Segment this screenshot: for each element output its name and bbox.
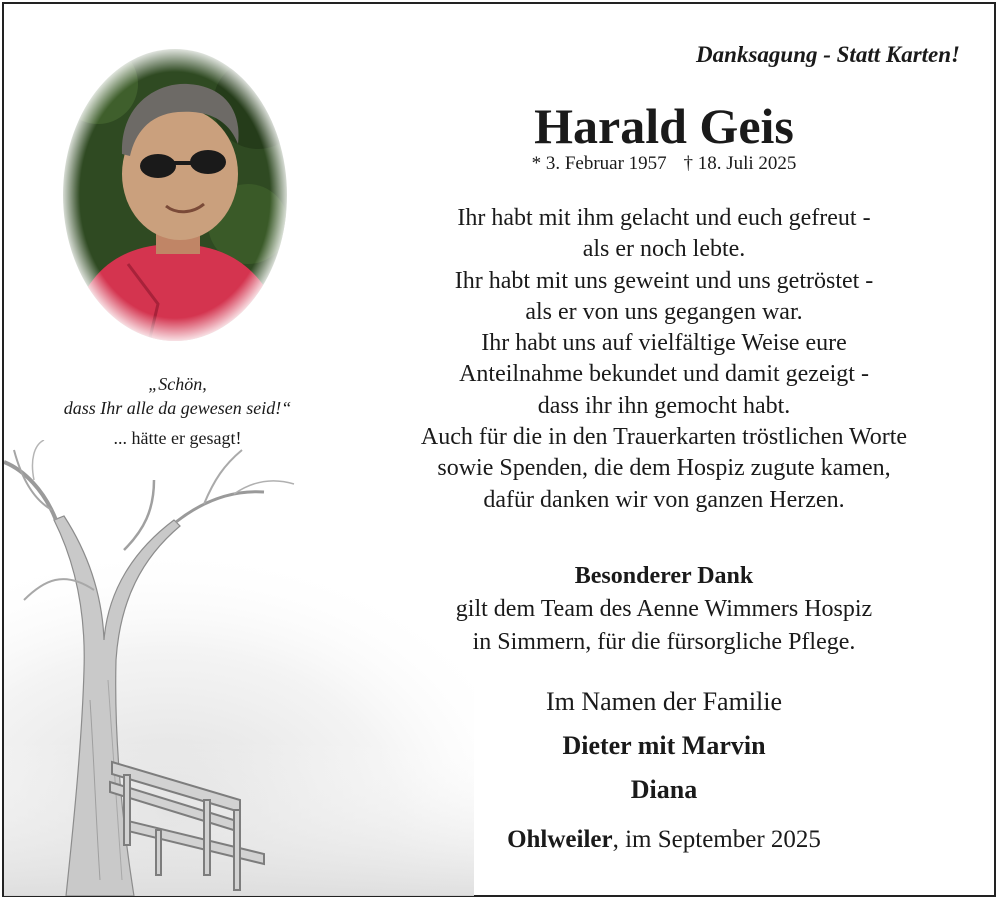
family-signature bbox=[368, 680, 960, 812]
poem-line: Ihr habt uns auf vielfältige Weise eure bbox=[481, 330, 847, 357]
special-thanks-heading: Besonderer Dank bbox=[574, 563, 754, 589]
family-intro: Im Namen der Familie bbox=[545, 687, 783, 716]
poem-line: dass ihr ihn gemocht habt. bbox=[537, 392, 791, 419]
poem-line: sowie Spenden, die dem Hospiz zugute kamen, bbox=[437, 455, 891, 482]
special-thanks-line-1: gilt dem Team des Aenne Wimmers Hospiz bbox=[455, 596, 873, 622]
birth-date: * 3. Februar 1957 bbox=[531, 153, 667, 174]
poem-line: Ihr habt mit ihm gelacht und euch gefreut - bbox=[457, 205, 871, 231]
poem-line: Auch für die in den Trauerkarten tröstlichen Worte bbox=[420, 424, 908, 451]
deceased-name: Harald Geis bbox=[534, 98, 794, 154]
place-month: , im September 2025 bbox=[612, 826, 821, 853]
family-name-2: Diana bbox=[630, 775, 698, 804]
quote-line-3: ... hätte er gesagt! bbox=[113, 428, 242, 448]
poem-line: Ihr habt mit uns geweint und uns getröstet - bbox=[454, 267, 874, 294]
quote-block bbox=[20, 372, 335, 450]
special-thanks bbox=[368, 560, 960, 659]
place-town: Ohlweiler bbox=[507, 826, 613, 853]
poem-line: dafür danken wir von ganzen Herzen. bbox=[483, 486, 845, 513]
quote-line-1: „Schön, bbox=[148, 374, 207, 394]
life-dates bbox=[368, 153, 960, 175]
poem-line: Anteilnahme bekundet und damit gezeigt - bbox=[459, 361, 869, 388]
quote-line-2: dass Ihr alle da gewesen seid!“ bbox=[63, 398, 292, 418]
death-date: † 18. Juli 2025 bbox=[683, 153, 797, 174]
poem-line: als er noch lebte. bbox=[582, 236, 746, 263]
portrait-photo bbox=[58, 44, 292, 346]
family-name-1: Dieter mit Marvin bbox=[562, 731, 766, 760]
poem bbox=[368, 203, 960, 516]
special-thanks-line-2: in Simmern, für die fürsorgliche Pflege. bbox=[472, 629, 856, 655]
place-date bbox=[368, 826, 960, 854]
poem-line: als er von uns gegangen war. bbox=[525, 298, 803, 325]
header-tag: Danksagung - Statt Karten! bbox=[696, 42, 960, 67]
